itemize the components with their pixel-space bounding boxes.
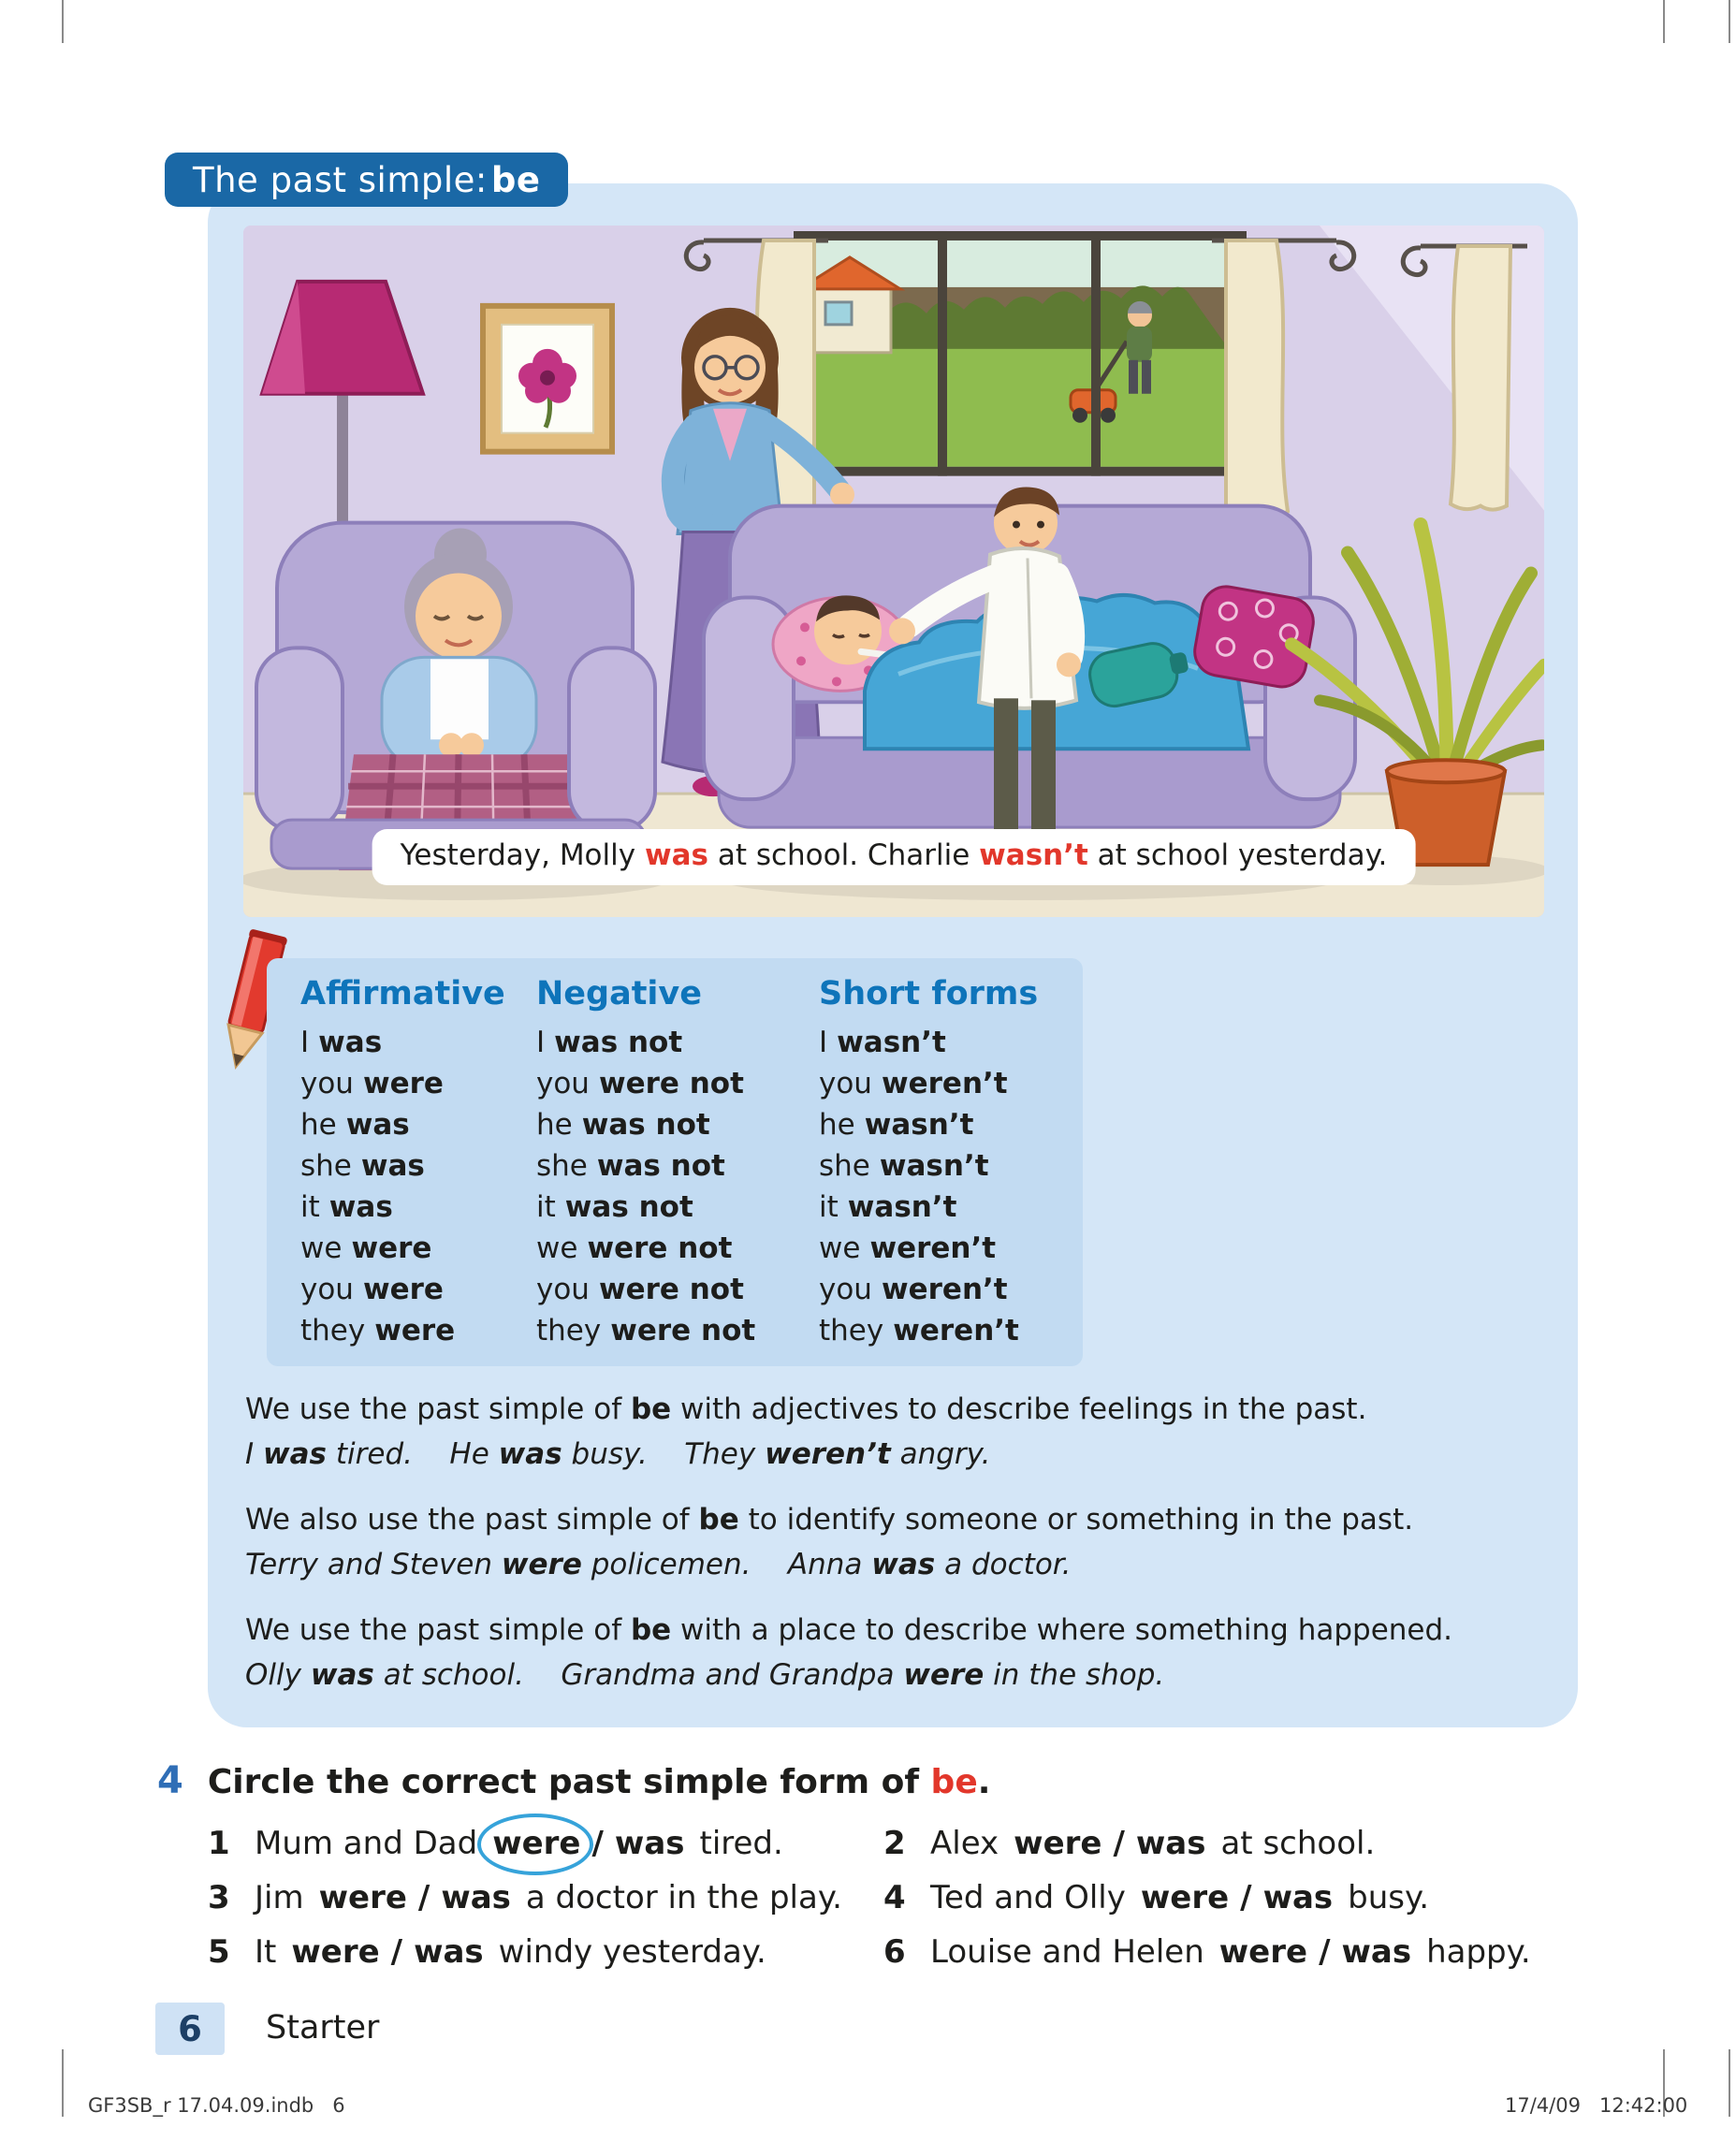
verb-form: were not	[610, 1314, 756, 1348]
conjugation-row	[300, 1145, 536, 1187]
conjugation-row	[300, 1104, 536, 1145]
verb-form: was not	[564, 1190, 693, 1224]
pink-cushion	[1191, 583, 1318, 691]
sentence-end: busy.	[1348, 1879, 1430, 1916]
conjugation-row	[300, 1310, 536, 1351]
pronoun: she	[819, 1149, 870, 1183]
verb-form: were	[362, 1273, 444, 1306]
crop-mark	[1663, 0, 1665, 43]
verb-form: weren’t	[893, 1314, 1019, 1348]
conjugation-row	[536, 1022, 819, 1063]
usage-note	[245, 1501, 1557, 1581]
conjugation-row	[819, 1063, 1073, 1104]
verb-be-table	[267, 958, 1083, 1366]
conjugation-row	[819, 1022, 1073, 1063]
conjugation-row	[300, 1063, 536, 1104]
usage-rule: We use the past simple of be with a place to describe where something happened.	[245, 1612, 1453, 1647]
pronoun: she	[300, 1149, 352, 1183]
pronoun: I	[536, 1026, 546, 1059]
option-separator: /	[417, 1879, 430, 1916]
verb-form: wasn’t	[847, 1190, 957, 1224]
living-room-illustration	[243, 226, 1544, 917]
usage-rule: We use the past simple of be with adjectives to describe feelings in the past.	[245, 1392, 1367, 1426]
sentence-end: tired.	[699, 1825, 783, 1862]
grammar-panel	[208, 183, 1578, 1727]
verb-form: were	[374, 1314, 456, 1348]
answer-option-was: was	[614, 1825, 685, 1862]
conjugation-row	[300, 1228, 536, 1269]
exercise-item	[883, 1879, 1621, 1916]
conjugation-row	[536, 1063, 819, 1104]
item-number: 6	[883, 1933, 906, 1971]
sentence-start: Jim	[255, 1879, 304, 1916]
pronoun: he	[300, 1108, 337, 1142]
pronoun: it	[536, 1190, 556, 1224]
crop-mark	[1729, 0, 1730, 43]
item-sentence	[930, 1825, 1375, 1862]
exercise-item	[208, 1933, 883, 1971]
exercise-number: 4	[157, 1759, 183, 1802]
scene-illustration	[243, 226, 1544, 917]
item-number: 2	[883, 1825, 906, 1862]
verb-form: were	[362, 1067, 444, 1100]
item-number: 3	[208, 1879, 230, 1916]
section-title: The past simple: be	[165, 153, 568, 207]
column-header: Affirmative	[300, 975, 505, 1012]
sentence-end: at school.	[1220, 1825, 1376, 1862]
pronoun: you	[536, 1273, 590, 1306]
sentence-start: Alex	[930, 1825, 999, 1862]
answer-option-was: was	[1262, 1879, 1334, 1916]
verb-form: were not	[598, 1067, 744, 1100]
print-timestamp: 17/4/09 12:42:00	[1505, 2094, 1688, 2117]
exercise-item	[883, 1933, 1621, 1971]
verb-form: weren’t	[881, 1273, 1008, 1306]
verb-form: was not	[596, 1149, 725, 1183]
verb-form: wasn’t	[837, 1026, 946, 1059]
usage-rule: We also use the past simple of be to identify someone or something in the past.	[245, 1502, 1414, 1537]
verb-form: was not	[581, 1108, 710, 1142]
answer-option-were: were	[291, 1933, 380, 1971]
item-sentence	[255, 1933, 766, 1971]
conjugation-row	[819, 1269, 1073, 1310]
usage-examples: Terry and Steven were policemen. Anna was a doctor.	[245, 1547, 1072, 1581]
sentence-start: It	[255, 1933, 277, 1971]
pronoun: I	[819, 1026, 828, 1059]
usage-examples: Olly was at school. Grandma and Grandpa were in the shop.	[245, 1657, 1165, 1692]
conjugation-row	[536, 1187, 819, 1228]
exercise-item	[208, 1825, 883, 1862]
conjugation-row	[300, 1187, 536, 1228]
pronoun: I	[300, 1026, 310, 1059]
conjugation-row	[819, 1104, 1073, 1145]
verb-form: were	[351, 1231, 432, 1265]
option-separator: /	[1240, 1879, 1252, 1916]
usage-note	[245, 1611, 1557, 1692]
conjugation-row	[536, 1145, 819, 1187]
item-number: 1	[208, 1825, 230, 1862]
sentence-start: Mum and Dad	[255, 1825, 478, 1862]
verb-form: were not	[598, 1273, 744, 1306]
answer-option-was: was	[414, 1933, 484, 1971]
scene-caption: Yesterday, Molly was at school. Charlie wasn’t at school yesterday.	[372, 829, 1416, 885]
pronoun: we	[819, 1231, 861, 1265]
conjugation-row	[536, 1269, 819, 1310]
conjugation-row	[300, 1269, 536, 1310]
pronoun: you	[819, 1273, 872, 1306]
option-separator: /	[390, 1933, 403, 1971]
usage-notes	[245, 1391, 1557, 1692]
window	[794, 231, 1247, 476]
conjugation-row	[819, 1310, 1073, 1351]
answer-option-were: were	[1014, 1825, 1102, 1862]
conjugation-row	[819, 1228, 1073, 1269]
item-sentence	[255, 1879, 842, 1916]
verb-form: was	[345, 1108, 410, 1142]
verb-form: was	[318, 1026, 383, 1059]
page-number: 6	[155, 2003, 225, 2055]
short-forms-column	[819, 975, 1073, 1366]
pronoun: it	[819, 1190, 839, 1224]
pronoun: you	[300, 1067, 354, 1100]
sentence-end: happy.	[1426, 1933, 1531, 1971]
option-separator: /	[591, 1825, 604, 1862]
conjugation-row	[819, 1145, 1073, 1187]
conjugation-row	[536, 1228, 819, 1269]
conjugation-row	[536, 1104, 819, 1145]
conjugation-row	[536, 1310, 819, 1351]
sentence-start: Ted and Olly	[930, 1879, 1126, 1916]
section-name: Starter	[266, 2009, 380, 2047]
crop-mark	[62, 2049, 64, 2117]
usage-examples: I was tired. He was busy. They weren’t angry.	[245, 1436, 991, 1471]
option-separator: /	[1319, 1933, 1331, 1971]
column-header: Negative	[536, 975, 702, 1012]
item-sentence	[930, 1933, 1531, 1971]
pronoun: you	[536, 1067, 590, 1100]
sentence-end: windy yesterday.	[498, 1933, 766, 1971]
answer-option-was: was	[1135, 1825, 1206, 1862]
pronoun: it	[300, 1190, 320, 1224]
sentence-start: Louise and Helen	[930, 1933, 1204, 1971]
flower-picture	[483, 306, 612, 452]
pronoun: they	[300, 1314, 366, 1348]
pronoun: he	[536, 1108, 573, 1142]
verb-form: weren’t	[881, 1067, 1008, 1100]
verb-form: wasn’t	[864, 1108, 974, 1142]
pronoun: you	[819, 1067, 872, 1100]
pronoun: you	[300, 1273, 354, 1306]
item-sentence	[930, 1879, 1429, 1916]
conjugation-row	[300, 1022, 536, 1063]
answer-option-were: were	[1140, 1879, 1230, 1916]
verb-form: was	[328, 1190, 393, 1224]
verb-form: was not	[554, 1026, 683, 1059]
item-number: 5	[208, 1933, 230, 1971]
exercise-item	[208, 1879, 883, 1916]
answer-option-was: was	[441, 1879, 511, 1916]
exercise-items	[208, 1825, 1621, 1971]
crop-mark	[62, 0, 64, 43]
pronoun: they	[819, 1314, 884, 1348]
verb-form: wasn’t	[879, 1149, 989, 1183]
pronoun: he	[819, 1108, 855, 1142]
answer-option-were: were	[1218, 1933, 1308, 1971]
negative-column	[536, 975, 819, 1366]
item-sentence	[255, 1825, 783, 1862]
usage-note	[245, 1391, 1557, 1471]
option-separator: /	[1113, 1825, 1125, 1862]
print-filename: GF3SB_r 17.04.09.indb 6	[88, 2094, 345, 2117]
answer-option-were: were	[492, 1825, 581, 1862]
answer-option-was: was	[1341, 1933, 1412, 1971]
crop-mark	[1729, 2049, 1730, 2117]
exercise-item	[883, 1825, 1621, 1862]
pronoun: we	[536, 1231, 578, 1265]
item-number: 4	[883, 1879, 906, 1916]
exercise-heading	[157, 1759, 990, 1802]
affirmative-column	[300, 975, 536, 1366]
pronoun: we	[300, 1231, 343, 1265]
exercise-instruction: Circle the correct past simple form of be.	[207, 1763, 991, 1801]
sentence-end: a doctor in the play.	[525, 1879, 842, 1916]
pronoun: they	[536, 1314, 602, 1348]
answer-option-were: were	[318, 1879, 407, 1916]
verb-form: was	[360, 1149, 425, 1183]
verb-form: were not	[587, 1231, 733, 1265]
pronoun: she	[536, 1149, 588, 1183]
column-header: Short forms	[819, 975, 1039, 1012]
verb-form: weren’t	[869, 1231, 997, 1265]
conjugation-row	[819, 1187, 1073, 1228]
